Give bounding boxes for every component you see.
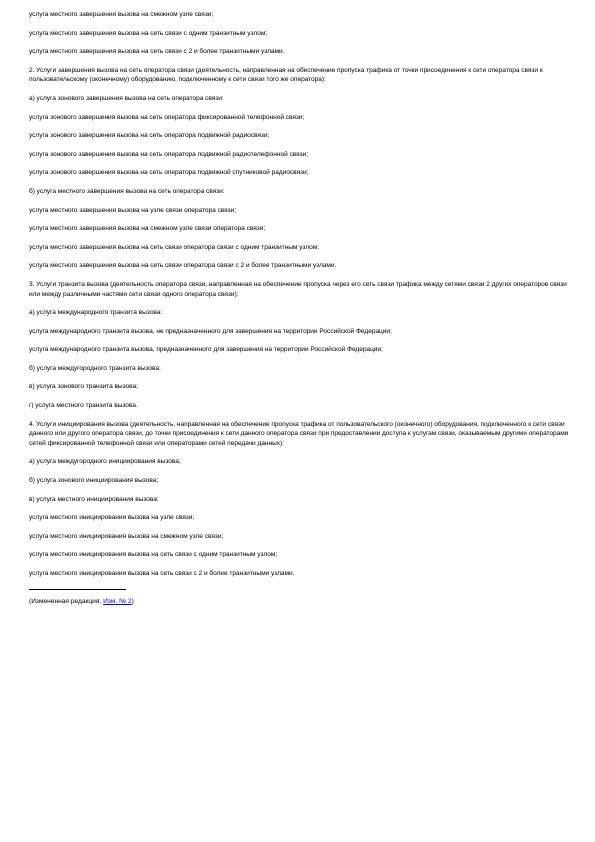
paragraph: а) услуга зонового завершения вызова на сеть оператора связи: bbox=[29, 94, 224, 102]
footnote bbox=[29, 597, 569, 607]
paragraph: а) услуга международного транзита вызова: bbox=[29, 309, 163, 317]
section-heading-4: 4. Услуги инициирования вызова (деятельность, направленная на обеспечение пропуска трафика от пользовательского (оконечного) оборудования, подключенного к сети связи данного или другого оператора связи, до точки присоединения к сети данного оператора связи при предоставлении доступа к услугам связи, оказываемым другими операторами сетей фиксированной телефонной связи или операторами сетей передачи данных): bbox=[29, 420, 569, 447]
section-heading-3: 3. Услуги транзита вызова (деятельность оператора связи, направленная на обеспечение пропуска через его сеть связи трафика между сетями связи 2 других операторов связи или между различными частями сети связи одного оператора связи): bbox=[29, 280, 567, 298]
paragraph: услуга местного завершения вызова на сеть связи с одним транзитным узлом; bbox=[29, 29, 268, 37]
paragraph: услуга зонового завершения вызова на сеть оператора подвижной спутниковой радиосвязи; bbox=[29, 169, 309, 177]
paragraph: услуга местного инициирования вызова на сеть связи с 2 и более транзитными узлами. bbox=[29, 570, 295, 577]
paragraph: услуга зонового завершения вызова на сеть оператора подвижной радиосвязи; bbox=[29, 132, 270, 140]
section-heading-2: 2. Услуги завершения вызова на сеть оператора связи (деятельность, направленная на обеспечение пропуска трафика от точки присоединения к сети оператора связи к пользовательскому (оконечному) оборудованию, подключенному к сети связи того же оператора): bbox=[29, 66, 543, 84]
paragraph: услуга местного завершения вызова на сеть связи оператора связи с 2 и более транзитными узлами. bbox=[29, 262, 337, 270]
footnote-prefix: (Измененная редакция, bbox=[29, 597, 104, 605]
paragraph: а) услуга междугородного инициирования вызова; bbox=[29, 458, 181, 466]
paragraph: услуга зонового завершения вызова на сеть оператора фиксированной телефонной связи; bbox=[29, 113, 305, 121]
paragraph: услуга местного инициирования вызова на сеть связи с одним транзитным узлом; bbox=[29, 551, 278, 559]
paragraph: г) услуга местного транзита вызова. bbox=[29, 402, 138, 410]
footnote-divider bbox=[29, 589, 126, 590]
paragraph: в) услуга зонового транзита вызова; bbox=[29, 383, 138, 391]
paragraph: услуга местного завершения вызова на смежном узле связи; bbox=[29, 11, 214, 18]
paragraph: услуга международного транзита вызова, предназначенного для завершения на территории Российской Федерации; bbox=[29, 346, 383, 354]
paragraph: услуга местного завершения вызова на сеть связи с 2 и более транзитными узлами. bbox=[29, 48, 285, 56]
paragraph: б) услуга местного завершения вызова на сеть оператора связи: bbox=[29, 187, 225, 195]
document-page bbox=[29, 10, 569, 606]
paragraph: в) услуга местного инициирования вызова: bbox=[29, 495, 159, 503]
footnote-suffix: ) bbox=[131, 597, 134, 605]
paragraph: услуга местного инициирования вызова на узле связи; bbox=[29, 514, 195, 522]
paragraph: услуга местного завершения вызова на сеть связи оператора связи с одним транзитным узлом; bbox=[29, 243, 320, 251]
paragraph: услуга местного инициирования вызова на смежном узле связи; bbox=[29, 532, 224, 540]
paragraph: б) услуга зонового инициирования вызова; bbox=[29, 477, 159, 485]
paragraph: б) услуга междугородного транзита вызова; bbox=[29, 364, 161, 372]
paragraph: услуга международного транзита вызова, не предназначенного для завершения на территории Российской Федерации; bbox=[29, 327, 392, 335]
paragraph: услуга местного завершения вызова на узле связи оператора связи; bbox=[29, 206, 237, 214]
paragraph: услуга зонового завершения вызова на сеть оператора подвижной радиотелефонной связи; bbox=[29, 150, 309, 158]
amendment-link[interactable]: Изм. № 2 bbox=[103, 597, 132, 605]
paragraph: услуга местного завершения вызова на смежном узле связи оператора связи; bbox=[29, 225, 266, 233]
